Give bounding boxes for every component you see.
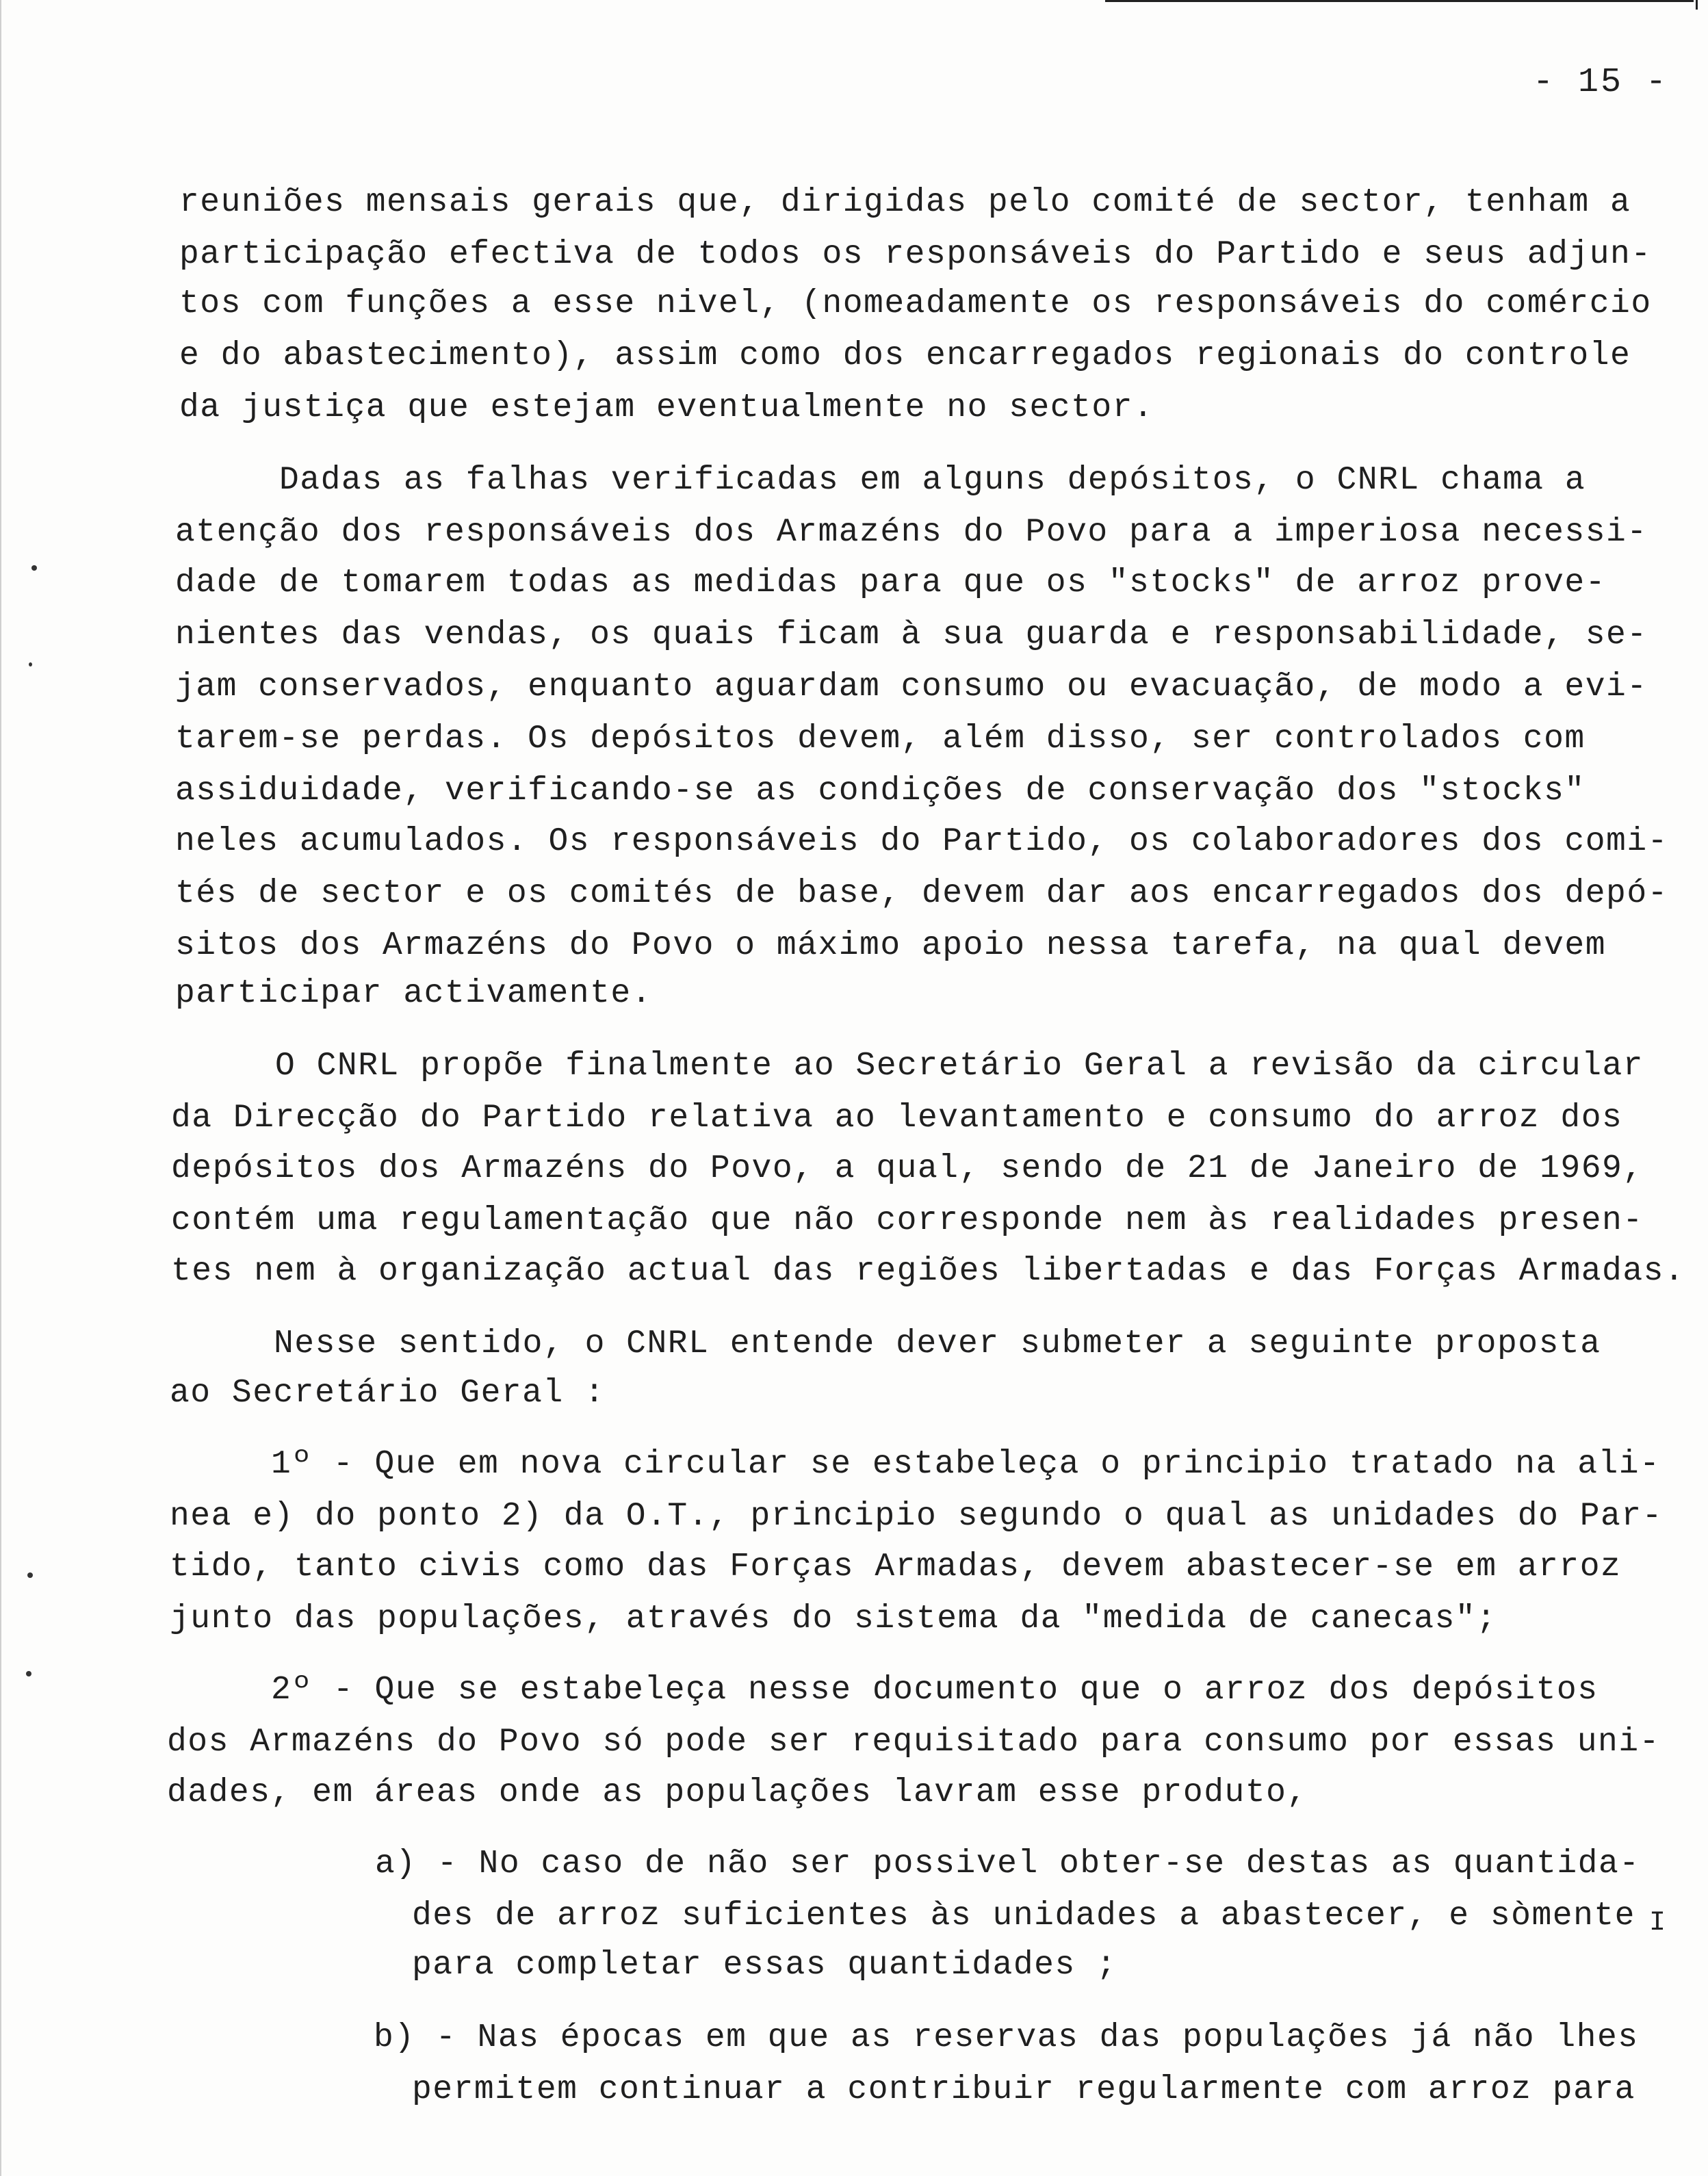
text-line: tos com funções a esse nivel, (nomeadamente os responsáveis do comércio	[179, 285, 1652, 322]
margin-mark: I	[1649, 1908, 1666, 1939]
scan-left-edge	[0, 0, 1, 2176]
text-line: tido, tanto civis como das Forças Armadas, devem abastecer-se em arroz	[170, 1549, 1622, 1585]
text-line: tarem-se perdas. Os depósitos devem, além disso, ser controlados com	[175, 721, 1586, 757]
text-line: reuniões mensais gerais que, dirigidas pelo comité de sector, tenham a	[179, 184, 1631, 221]
punch-hole-mark	[29, 662, 32, 666]
text-line: depósitos dos Armazéns do Povo, a qual, sendo de 21 de Janeiro de 1969,	[171, 1150, 1644, 1187]
text-line: da Direcção do Partido relativa ao levantamento e consumo do arroz dos	[171, 1100, 1623, 1137]
text-line: Nesse sentido, o CNRL entende dever submeter a seguinte proposta	[274, 1325, 1601, 1362]
text-line: tés de sector e os comités de base, devem dar aos encarregados dos depó-	[175, 875, 1668, 912]
punch-hole-mark	[31, 565, 37, 571]
text-line: O CNRL propõe finalmente ao Secretário Geral a revisão da circular	[275, 1048, 1644, 1085]
text-line: 2º - Que se estabeleça nesse documento que o arroz dos depósitos	[271, 1672, 1599, 1709]
text-line: dade de tomarem todas as medidas para que os "stocks" de arroz prove-	[175, 565, 1607, 601]
text-line: permitem continuar a contribuir regularmente com arroz para	[412, 2071, 1635, 2108]
text-line: assiduidade, verificando-se as condições de conservação dos "stocks"	[175, 773, 1586, 809]
text-line: e do abastecimento), assim como dos encarregados regionais do controle	[179, 337, 1631, 374]
page-number: - 15 -	[1533, 63, 1669, 102]
text-line: dos Armazéns do Povo só pode ser requisitado para consumo por essas uni-	[167, 1724, 1660, 1761]
text-line: sitos dos Armazéns do Povo o máximo apoio nessa tarefa, na qual devem	[175, 927, 1607, 964]
text-line: neles acumulados. Os responsáveis do Partido, os colaboradores dos comi-	[175, 823, 1668, 860]
text-line: atenção dos responsáveis dos Armazéns do Povo para a imperiosa necessi-	[175, 514, 1648, 551]
text-line: dades, em áreas onde as populações lavram esse produto,	[167, 1774, 1308, 1811]
text-line: junto das populações, através do sistema da "medida de canecas";	[170, 1601, 1497, 1637]
text-line: Dadas as falhas verificadas em alguns depósitos, o CNRL chama a	[279, 462, 1586, 499]
text-line: b) - Nas épocas em que as reservas das populações já não lhes	[374, 2019, 1639, 2056]
text-line: participar activamente.	[175, 975, 653, 1012]
scan-top-rule	[1105, 0, 1694, 2]
text-line: contém uma regulamentação que não corresponde nem às realidades presen-	[171, 1202, 1644, 1239]
text-line: des de arroz suficientes às unidades a abastecer, e sòmente	[412, 1897, 1635, 1934]
punch-hole-mark	[27, 1572, 33, 1578]
punch-hole-mark	[26, 1671, 31, 1676]
text-line: nea e) do ponto 2) da O.T., principio segundo o qual as unidades do Par-	[170, 1498, 1663, 1535]
scan-top-tick	[1696, 0, 1698, 10]
text-line: tes nem à organização actual das regiões libertadas e das Forças Armadas.	[171, 1253, 1685, 1290]
text-line: ao Secretário Geral :	[170, 1375, 606, 1412]
text-line: nientes das vendas, os quais ficam à sua guarda e responsabilidade, se-	[175, 617, 1648, 653]
text-line: da justiça que estejam eventualmente no sector.	[179, 389, 1154, 426]
text-line: jam conservados, enquanto aguardam consumo ou evacuação, de modo a evi-	[175, 669, 1648, 705]
text-line: a) - No caso de não ser possivel obter-se destas as quantida-	[375, 1845, 1640, 1882]
text-line: para completar essas quantidades ;	[412, 1947, 1117, 1984]
text-line: participação efectiva de todos os responsáveis do Partido e seus adjun-	[179, 236, 1652, 273]
text-line: 1º - Que em nova circular se estabeleça o principio tratado na ali-	[271, 1446, 1661, 1483]
